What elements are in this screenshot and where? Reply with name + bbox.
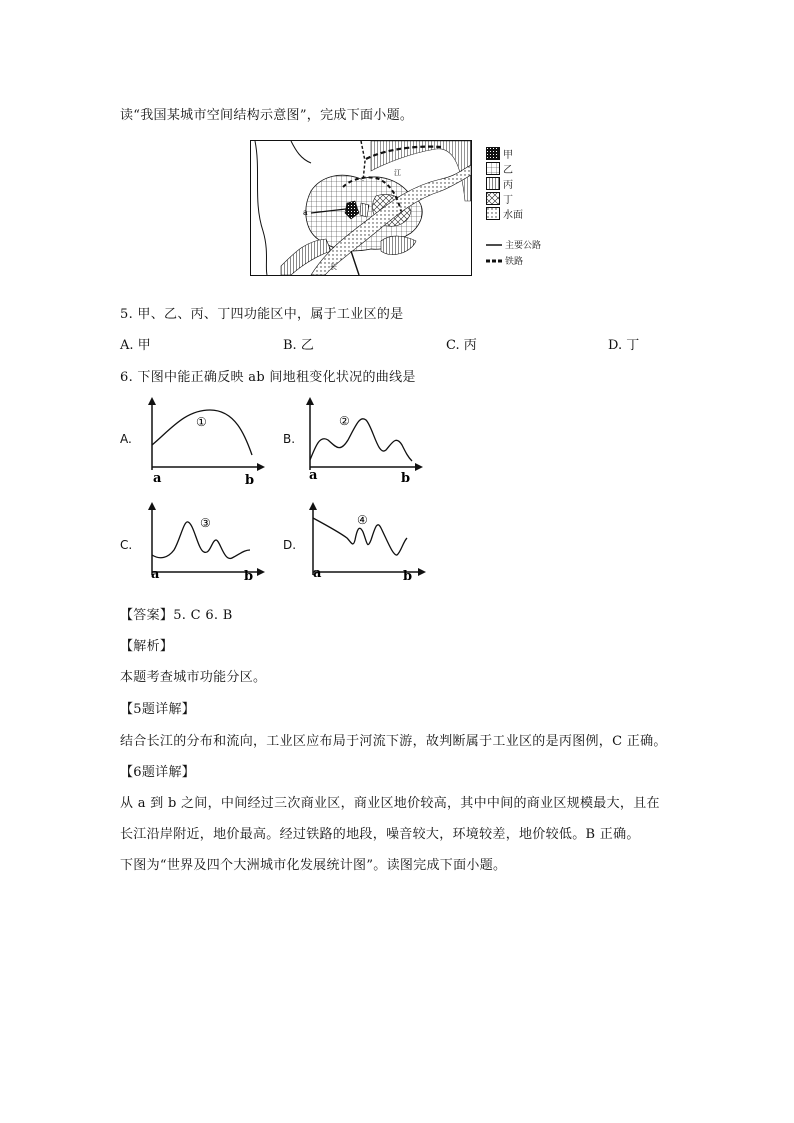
q6-graph-b-end: b: [401, 471, 411, 485]
legend-item-highway: 主要公路: [486, 238, 541, 251]
legend-swatch-jia: [486, 147, 500, 160]
railway-line-icon: [486, 257, 502, 265]
q6-graph-a: [140, 395, 270, 485]
q5-option-d: D. 丁: [608, 338, 640, 353]
q6-stem: 6. 下图中能正确反映 ab 间地租变化状况的曲线是: [120, 370, 416, 385]
next-question-intro: 下图为“世界及四个大洲城市化发展统计图”。读图完成下面小题。: [120, 858, 507, 873]
q5-option-c: C. 丙: [446, 338, 477, 353]
q6-graph-c: [140, 500, 270, 590]
highway-line-icon: [486, 241, 502, 249]
q6-graph-c-mark: ③: [200, 516, 211, 530]
q6-graph-a-start: a: [153, 471, 162, 485]
q6-graph-b: [298, 395, 428, 485]
legend-swatch-bing: [486, 177, 500, 190]
q6-graph-c-start: a: [151, 567, 160, 582]
map-label-jiang: 江: [394, 169, 401, 177]
q6-graph-d-mark: ④: [357, 513, 368, 527]
legend-swatch-water: [486, 207, 500, 220]
map-label-a: a: [303, 208, 308, 217]
q5-stem: 5. 甲、乙、丙、丁四功能区中，属于工业区的是: [120, 307, 404, 322]
q6-graph-a-mark: ①: [196, 415, 207, 429]
legend-swatch-ding: [486, 192, 500, 205]
q6-graph-b-start: a: [309, 468, 318, 483]
q6-graph-d-option: D.: [283, 538, 297, 552]
q6-graph-a-option: A.: [120, 432, 132, 446]
q6-graph-c-end: b: [244, 569, 254, 584]
q6-graph-b-mark: ②: [339, 414, 350, 428]
legend-item-bing: 丙: [486, 176, 513, 191]
q6-graph-c-option: C.: [120, 538, 133, 552]
analysis-heading: 【解析】: [120, 639, 174, 654]
q6-graph-d: [301, 500, 431, 590]
q5-option-a: A. 甲: [120, 338, 151, 353]
map-label-river: 长: [330, 263, 337, 271]
map-legend: [486, 146, 566, 270]
q6-detail-line1: 从 a 到 b 之间，中间经过三次商业区，商业区地价较高，其中中间的商业区规模最大，且在: [120, 796, 660, 811]
legend-item-railway: 铁路: [486, 254, 523, 267]
q6-graph-d-end: b: [403, 569, 413, 584]
legend-item-yi: 乙: [486, 161, 513, 176]
q5-detail-text: 结合长江的分布和流向，工业区应布局于河流下游，故判断属于工业区的是丙图例，C 正确。: [120, 734, 667, 749]
answer-line: 【答案】5. C 6. B: [120, 608, 233, 623]
intro-text: 读“我国某城市空间结构示意图”，完成下面小题。: [120, 108, 414, 123]
q6-graph-d-start: a: [313, 566, 322, 581]
q5-option-b: B. 乙: [283, 338, 314, 353]
q6-graph-a-end: b: [245, 473, 255, 485]
analysis-text: 本题考查城市功能分区。: [120, 670, 267, 685]
city-structure-map: [250, 140, 472, 276]
legend-item-water: 水面: [486, 206, 523, 221]
q6-graph-b-option: B.: [283, 432, 296, 446]
q6-detail-line2: 长江沿岸附近，地价最高。经过铁路的地段，噪音较大，环境较差，地价较低。B 正确。: [120, 827, 640, 842]
q6-detail-heading: 【6题详解】: [120, 765, 196, 780]
q5-detail-heading: 【5题详解】: [120, 702, 196, 717]
legend-swatch-yi: [486, 162, 500, 175]
legend-item-jia: 甲: [486, 146, 513, 161]
legend-item-ding: 丁: [486, 191, 513, 206]
